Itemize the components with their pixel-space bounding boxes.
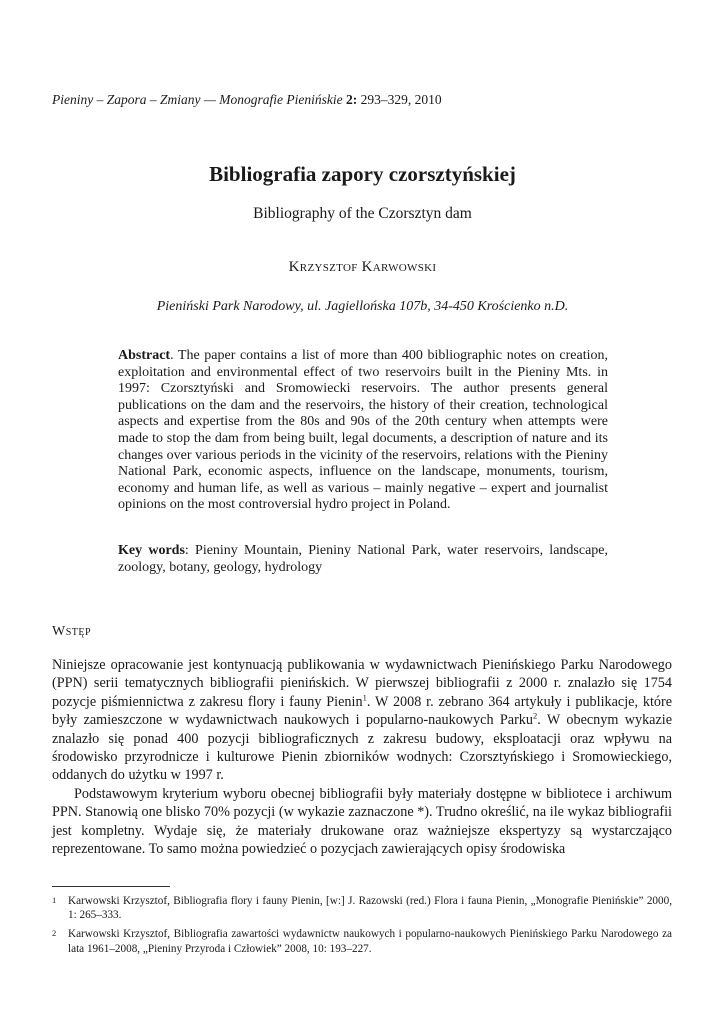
paragraph-1 [52, 656, 672, 785]
keywords-text: : Pieniny Mountain, Pieniny National Park, water reservoirs, landscape, zoology, botany, geology, hydrology [118, 543, 608, 575]
section-heading: Wstęp [52, 624, 92, 639]
paper-subtitle: Bibliography of the Czorsztyn dam [253, 205, 472, 222]
footnote-text: Karwowski Krzysztof, Bibliografia flory i fauny Pienin, [w:] J. Razowski (red.) Flora i fauna Pienin, „Monografie Pienińskie” 2000, 1: 265–333. [68, 895, 672, 922]
footnote-1 [52, 894, 672, 922]
abstract-text: . The paper contains a list of more than 400 bibliographic notes on creation, exploitation and environmental effect of two reservoirs built in the Pieniny Mts. in 1997: Czorsztyński and Sromowiecki reservoirs. The author presents general publications on the dam and the reservoirs, the history of their creation, technological aspects and expertise from the 80s and 90s of the 20th century when attempts were made to stop the dam from being built, legal documents, a description of nature and its changes over various periods in the vicinity of the reservoirs, relations with the Pieniny National Park, economic aspects, influence on the landscape, monuments, tourism, economy and human life, as well as various – mainly negative – expert and journalist opinions on the most controversial hydro project in Poland. [118, 348, 608, 513]
body-text [52, 656, 672, 858]
abstract [118, 348, 608, 514]
series-name: Pieniny – Zapora – Zmiany — Monografie Pienińskie [52, 92, 343, 107]
footnote-number: 1 [52, 895, 57, 905]
paragraph-1-part-b: . W 2008 r. zebrano 364 artykuły i publikacje, które były zamieszczone w wydawnictwach naukowych i popularno-naukowych Parku [52, 693, 672, 729]
footnote-number: 2 [52, 928, 57, 939]
footnote-ref-2[interactable]: 2 [533, 710, 538, 721]
paragraph-1-part-a: Niniejsze opracowanie jest kontynuacją publikowania w wydawnictwach Pienińskiego Parku Narodowego (PPN) serii tematycznych bibliografii pienińskich. W pierwszej bibliografii z 2000 r. znalazło się 1754 pozycje piśmiennictwa z zakresu flory i fauny Pienin [52, 657, 672, 710]
running-head [52, 92, 442, 108]
paper-title: Bibliografia zapory czorsztyńskiej [209, 162, 516, 186]
footnote-2 [52, 927, 672, 955]
footnote-text: Karwowski Krzysztof, Bibliografia zawartości wydawnictw naukowych i popularno-naukowych Pienińskiego Parku Narodowego za lata 1961–2008, „Pieniny Przyroda i Człowiek” 2008, 10: 193–227. [68, 928, 672, 955]
footnote-ref-1[interactable]: 1 [362, 692, 367, 703]
page-range: 293–329, 2010 [360, 92, 442, 107]
volume-number: 2: [345, 92, 358, 107]
keywords [118, 542, 608, 576]
footnotes [52, 894, 672, 961]
paragraph-2: Podstawowym kryterium wyboru obecnej bibliografii były materiały dostępne w bibliotece i archiwum PPN. Stanowią one blisko 70% pozycji (w wykazie zaznaczone *). Trudno określić, na ile wykaz bibliografii jest kompletny. Wydaje się, że materiały drukowane oraz ważniejsze ekspertyzy są wystarczająco reprezentowane. To samo można powiedzieć o pozycjach zawierających opisy środowiska [52, 785, 672, 858]
author-name: Krzysztof Karwowski [288, 259, 437, 275]
abstract-label: Abstract [118, 348, 171, 363]
keywords-label: Key words [118, 543, 185, 558]
author-affiliation: Pieniński Park Narodowy, ul. Jagiellońska 107b, 34-450 Krościenko n.D. [156, 299, 569, 314]
footnote-divider [52, 886, 170, 887]
paragraph-1-part-c: . W obecnym wykazie znalazło się ponad 400 pozycji bibliograficznych z zakresu budowy, eksploatacji oraz wpływu na środowisko przyrodnicze i kulturowe Pienin zbiorników wodnych: Czorsztyńskiego i Sromowieckiego, oddanych do użytku w 1997 r. [52, 712, 673, 784]
